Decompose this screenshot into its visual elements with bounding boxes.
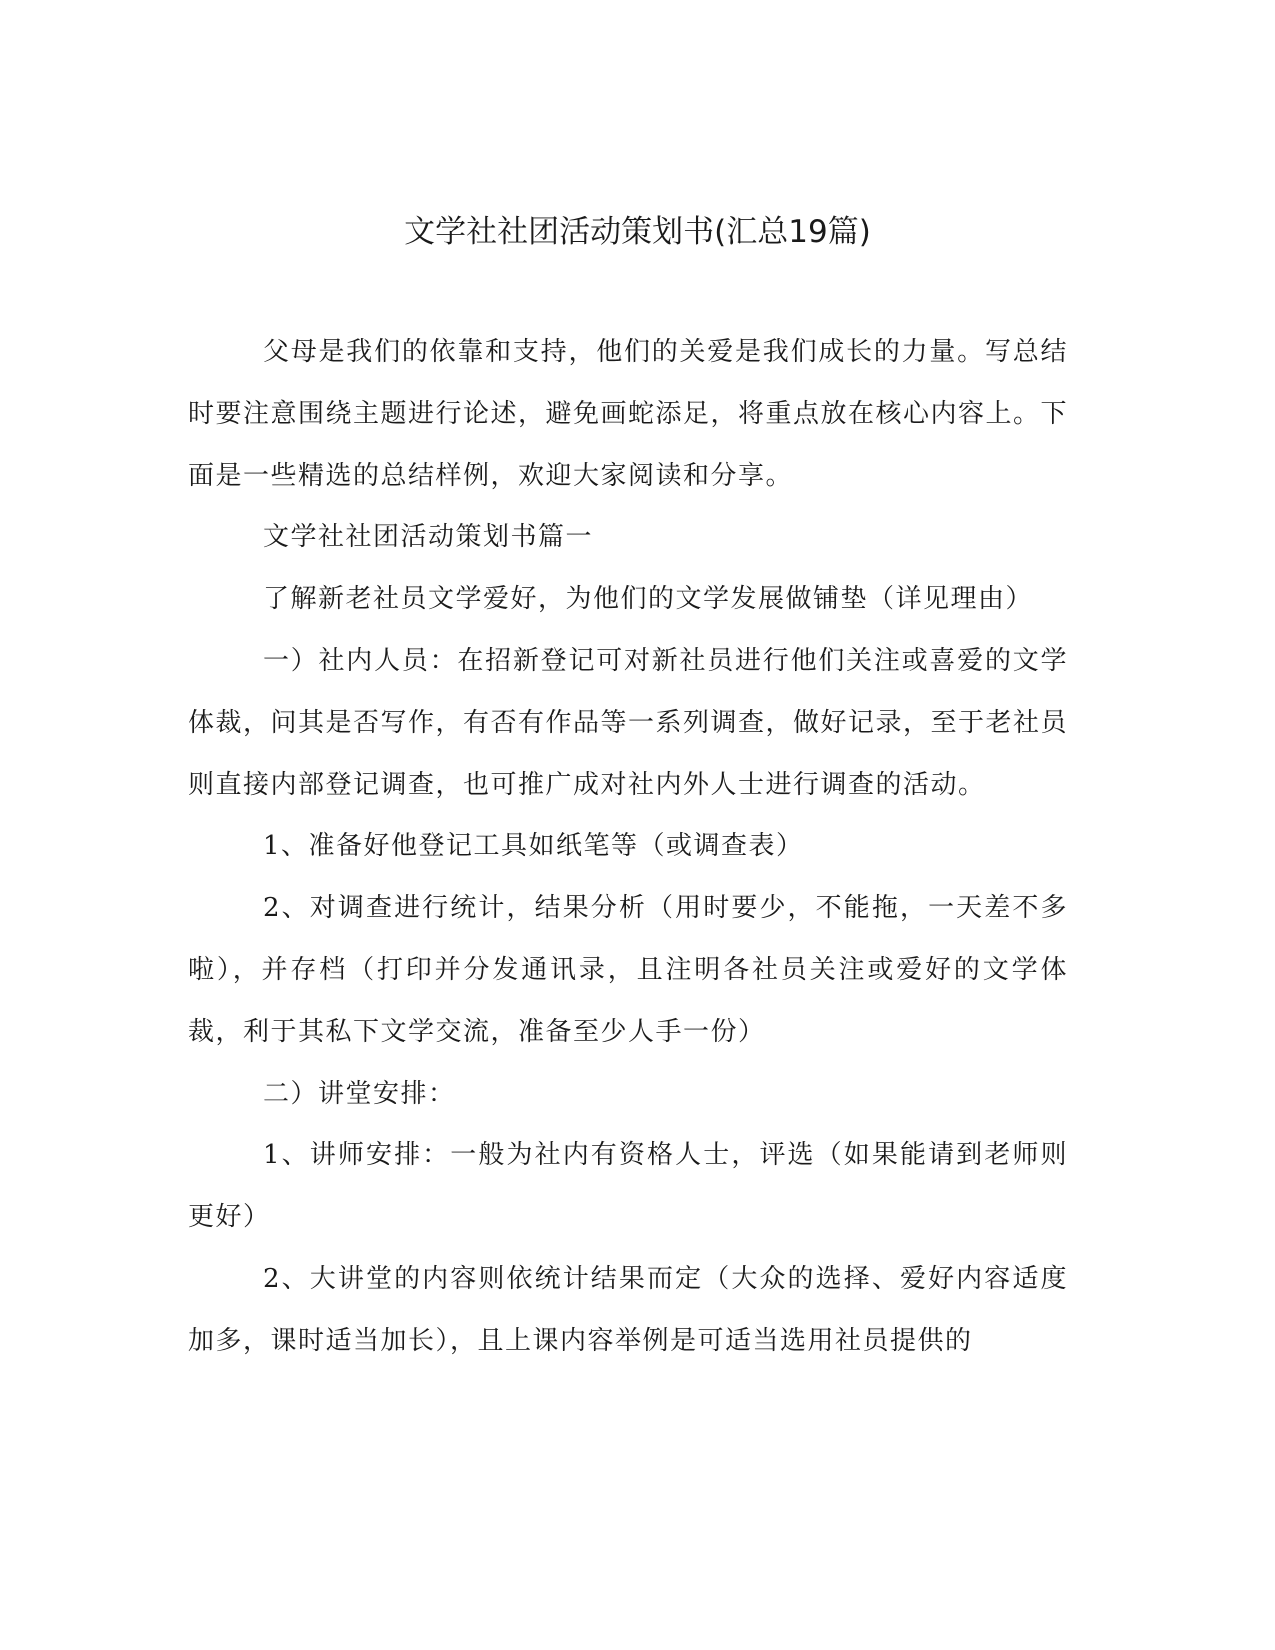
paragraph-section-heading: 文学社社团活动策划书篇一 [263,522,594,553]
paragraph-intro: 父母是我们的依靠和支持，他们的关爱是我们成长的力量。写总结时要注意围绕主题进行论述，避免画蛇添足，将重点放在核心内容上。下面是一些精选的总结样例，欢迎大家阅读和分享。 [188,337,1069,491]
paragraph-item-1: 1、准备好他登记工具如纸笔等（或调查表） [263,831,804,862]
paragraph-lecture-heading: 二）讲堂安排： [263,1078,456,1109]
paragraph-lecture-item-2: 2、大讲堂的内容则依统计结果而定（大众的选择、爱好内容适度加多，课时适当加长），且上课内容举例是可适当选用社员提供的 [188,1263,1068,1356]
document-body [188,322,1068,1373]
paragraph-purpose: 了解新老社员文学爱好，为他们的文学发展做铺垫（详见理由） [263,584,1034,615]
document-title: 文学社社团活动策划书(汇总19篇) [404,214,871,250]
paragraph-lecture-item-1: 1、讲师安排：一般为社内有资格人士，评选（如果能请到老师则更好） [188,1140,1068,1233]
paragraph-members: 一）社内人员：在招新登记可对新社员进行他们关注或喜爱的文学体裁，问其是否写作，有否有作品等一系列调查，做好记录，至于老社员则直接内部登记调查，也可推广成对社内外人士进行调查的活动。 [188,645,1069,800]
paragraph-item-2: 2、对调查进行统计，结果分析（用时要少，不能拖，一天差不多啦），并存档（打印并分发通讯录，且注明各社员关注或爱好的文学体裁，利于其私下文学交流，准备至少人手一份） [188,893,1068,1047]
